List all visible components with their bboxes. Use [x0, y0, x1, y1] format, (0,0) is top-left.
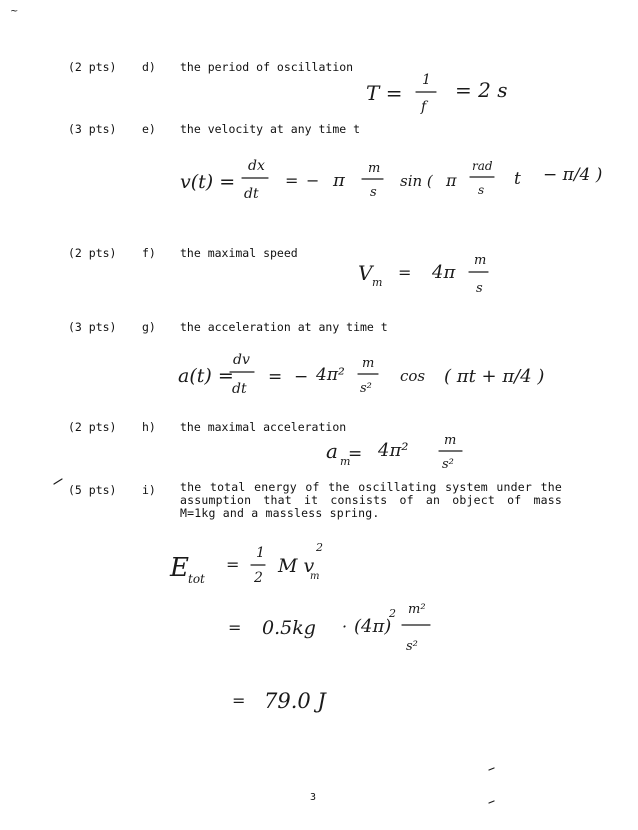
answer-i-rhs: M v: [278, 555, 315, 577]
answer-h: [326, 433, 462, 472]
answer-g-cos: cos: [400, 367, 426, 385]
answer-g-arg: ( πt + π/4 ): [444, 366, 545, 387]
question-letter: i): [142, 483, 156, 497]
answer-e-arg-unit-num: rad: [472, 159, 493, 173]
answer-e-num: dx: [248, 158, 265, 174]
answer-e-eq: =: [285, 171, 299, 190]
answer-g: [178, 352, 544, 397]
answer-i-sup: 2: [316, 541, 323, 554]
answer-i-eq2: =: [228, 618, 242, 637]
answer-i-sub2: m: [310, 571, 320, 582]
answer-h-sub: m: [340, 455, 351, 468]
question-points: (2 pts): [68, 420, 117, 434]
answer-i-value: 79.0 J: [264, 689, 326, 713]
answer-i-paren: (4π): [354, 616, 392, 637]
answer-e-phase: − π/4 ): [543, 165, 603, 185]
margin-tick-mark: [54, 479, 62, 484]
question-text: the period of oscillation: [180, 60, 354, 74]
question-text: the maximal speed: [180, 246, 298, 260]
answer-e-sin: sin (: [400, 172, 433, 190]
answer-h-eq: =: [348, 444, 363, 464]
answer-d: [366, 72, 507, 115]
answer-g-eq: =: [268, 367, 283, 387]
answer-i-eq3: =: [232, 691, 246, 710]
answer-g-minus: −: [294, 367, 309, 387]
answer-e-t: t: [514, 169, 521, 189]
question-points: (3 pts): [68, 122, 117, 136]
question-text: the maximal acceleration: [180, 420, 347, 434]
answer-i-mass: 0.5kg: [262, 617, 316, 639]
answer-f-coef: 4π: [432, 262, 456, 283]
question-text: the acceleration at any time t: [180, 320, 388, 334]
question-letter: d): [142, 60, 156, 74]
answer-h-coef: 4π²: [378, 440, 409, 461]
answer-i-unit-num: m²: [408, 602, 426, 617]
question-text: the total energy of the oscillating system under the assumption that it consists of an object of mass M=1kg and a massless spring.: [180, 480, 562, 520]
answer-e-unit-num: m: [368, 161, 381, 176]
answer-i-paren-sup: 2: [389, 607, 396, 620]
question-points: (3 pts): [68, 320, 117, 334]
question-text: the velocity at any time t: [180, 122, 361, 136]
question-points: (5 pts): [68, 483, 117, 497]
answer-g-unit-den: s²: [360, 381, 372, 396]
answer-d-num: 1: [422, 72, 431, 88]
answer-g-lhs: a(t) =: [178, 365, 234, 387]
answer-e-arg-unit-den: s: [478, 183, 485, 197]
answer-d-den: f: [421, 99, 427, 115]
answer-e-unit-den: s: [370, 185, 377, 200]
answer-i-dot: ·: [342, 617, 348, 636]
answer-g-unit-num: m: [362, 356, 375, 371]
answer-i-half-num: 1: [256, 545, 265, 561]
answer-e: [180, 158, 602, 202]
question-letter: e): [142, 122, 156, 136]
answer-f: [358, 253, 488, 296]
answer-i-lhs: E: [170, 553, 189, 583]
question-letter: h): [142, 420, 156, 434]
answer-i: [169, 541, 430, 713]
answer-i-eq1: =: [226, 555, 240, 574]
answer-d-rhs: = 2 s: [455, 78, 508, 102]
question-points: (2 pts): [68, 246, 117, 260]
answer-h-unit-den: s²: [442, 457, 454, 472]
answer-h-unit-num: m: [444, 433, 457, 448]
answer-e-coef: π: [333, 170, 345, 191]
answer-h-lhs: a: [326, 439, 338, 463]
answer-f-lhs: V: [358, 261, 373, 285]
answer-g-den: dt: [232, 381, 247, 397]
page-number: 3: [310, 792, 317, 803]
answer-d-lhs: T =: [366, 81, 403, 105]
answer-f-unit-num: m: [474, 253, 487, 268]
question-letter: g): [142, 320, 156, 334]
answer-f-eq: =: [398, 263, 412, 282]
scan-mark: ~: [10, 6, 19, 17]
answer-i-sub: tot: [188, 572, 205, 586]
answer-i-half-den: 2: [254, 570, 263, 586]
answer-g-num: dv: [233, 352, 250, 368]
answer-f-unit-den: s: [476, 281, 483, 296]
answer-e-minus: −: [306, 171, 320, 190]
stray-mark: [489, 768, 494, 770]
question-letter: f): [142, 246, 156, 260]
answer-f-sub: m: [372, 276, 383, 289]
answer-e-lhs: v(t) =: [180, 171, 236, 193]
answer-i-unit-den: s²: [406, 639, 418, 654]
answer-e-arg-coef: π: [446, 171, 457, 190]
question-points: (2 pts): [68, 60, 117, 74]
answer-e-den: dt: [244, 186, 259, 202]
stray-mark: [489, 801, 494, 803]
answer-g-coef: 4π²: [316, 365, 345, 385]
